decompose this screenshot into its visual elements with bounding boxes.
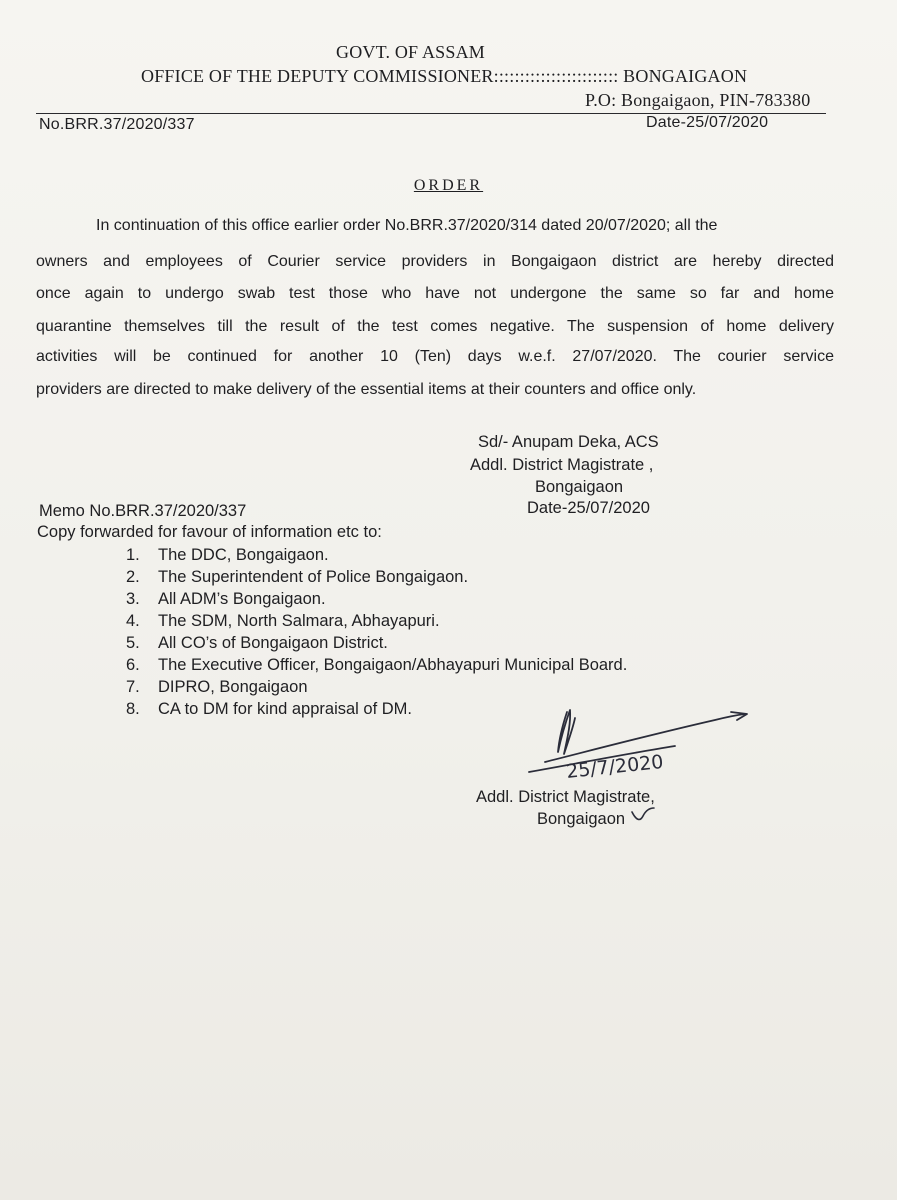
office-address: P.O: Bongaigaon, PIN-783380: [585, 90, 811, 110]
order-line: owners and employees of Courier service providers in Bongaigaon district are hereby directed: [36, 253, 834, 270]
memo-forwarded-line: Copy forwarded for favour of information etc to:: [37, 523, 382, 541]
memo-number: Memo No.BRR.37/2020/337: [39, 502, 247, 520]
list-item: 7. DIPRO, Bongaigaon: [126, 678, 308, 696]
order-line: quarantine themselves till the result of the test comes negative. The suspension of home delivery: [36, 318, 834, 335]
initial-mark: [628, 804, 658, 826]
signatory-place: Bongaigaon: [535, 478, 624, 496]
order-line: providers are directed to make delivery of the essential items at their counters and office only.: [36, 381, 697, 398]
footer-designation: Addl. District Magistrate,: [476, 788, 655, 806]
footer-place: Bongaigaon: [537, 810, 626, 828]
list-item: 2. The Superintendent of Police Bongaigaon.: [126, 568, 469, 586]
list-item: 1. The DDC, Bongaigaon.: [126, 546, 329, 564]
govt-heading: GOVT. OF ASSAM: [336, 42, 485, 62]
office-heading: OFFICE OF THE DEPUTY COMMISSIONER:::::::::::::::::::::::: BONGAIGAON: [141, 66, 748, 86]
reference-number: No.BRR.37/2020/337: [39, 116, 195, 133]
order-date: Date-25/07/2020: [646, 114, 769, 131]
signatory-name: Sd/- Anupam Deka, ACS: [478, 433, 659, 451]
signature-date: 25/7/2020: [565, 750, 665, 783]
handwritten-signature: [515, 690, 755, 790]
signatory-date: Date-25/07/2020: [527, 499, 650, 517]
signatory-designation: Addl. District Magistrate ,: [470, 456, 654, 474]
order-line: activities will be continued for another 10 (Ten) days w.e.f. 27/07/2020. The courier service: [36, 348, 834, 365]
list-item: 6. The Executive Officer, Bongaigaon/Abhayapuri Municipal Board.: [126, 656, 628, 674]
list-item: 8. CA to DM for kind appraisal of DM.: [126, 700, 413, 718]
list-item: 4. The SDM, North Salmara, Abhayapuri.: [126, 612, 440, 630]
list-item: 3. All ADM’s Bongaigaon.: [126, 590, 326, 608]
order-line: once again to undergo swab test those who have not undergone the same so far and home: [36, 285, 834, 302]
order-title: ORDER: [413, 177, 484, 194]
list-item: 5. All CO’s of Bongaigaon District.: [126, 634, 388, 652]
order-line: In continuation of this office earlier order No.BRR.37/2020/314 dated 20/07/2020; all the: [96, 217, 718, 234]
